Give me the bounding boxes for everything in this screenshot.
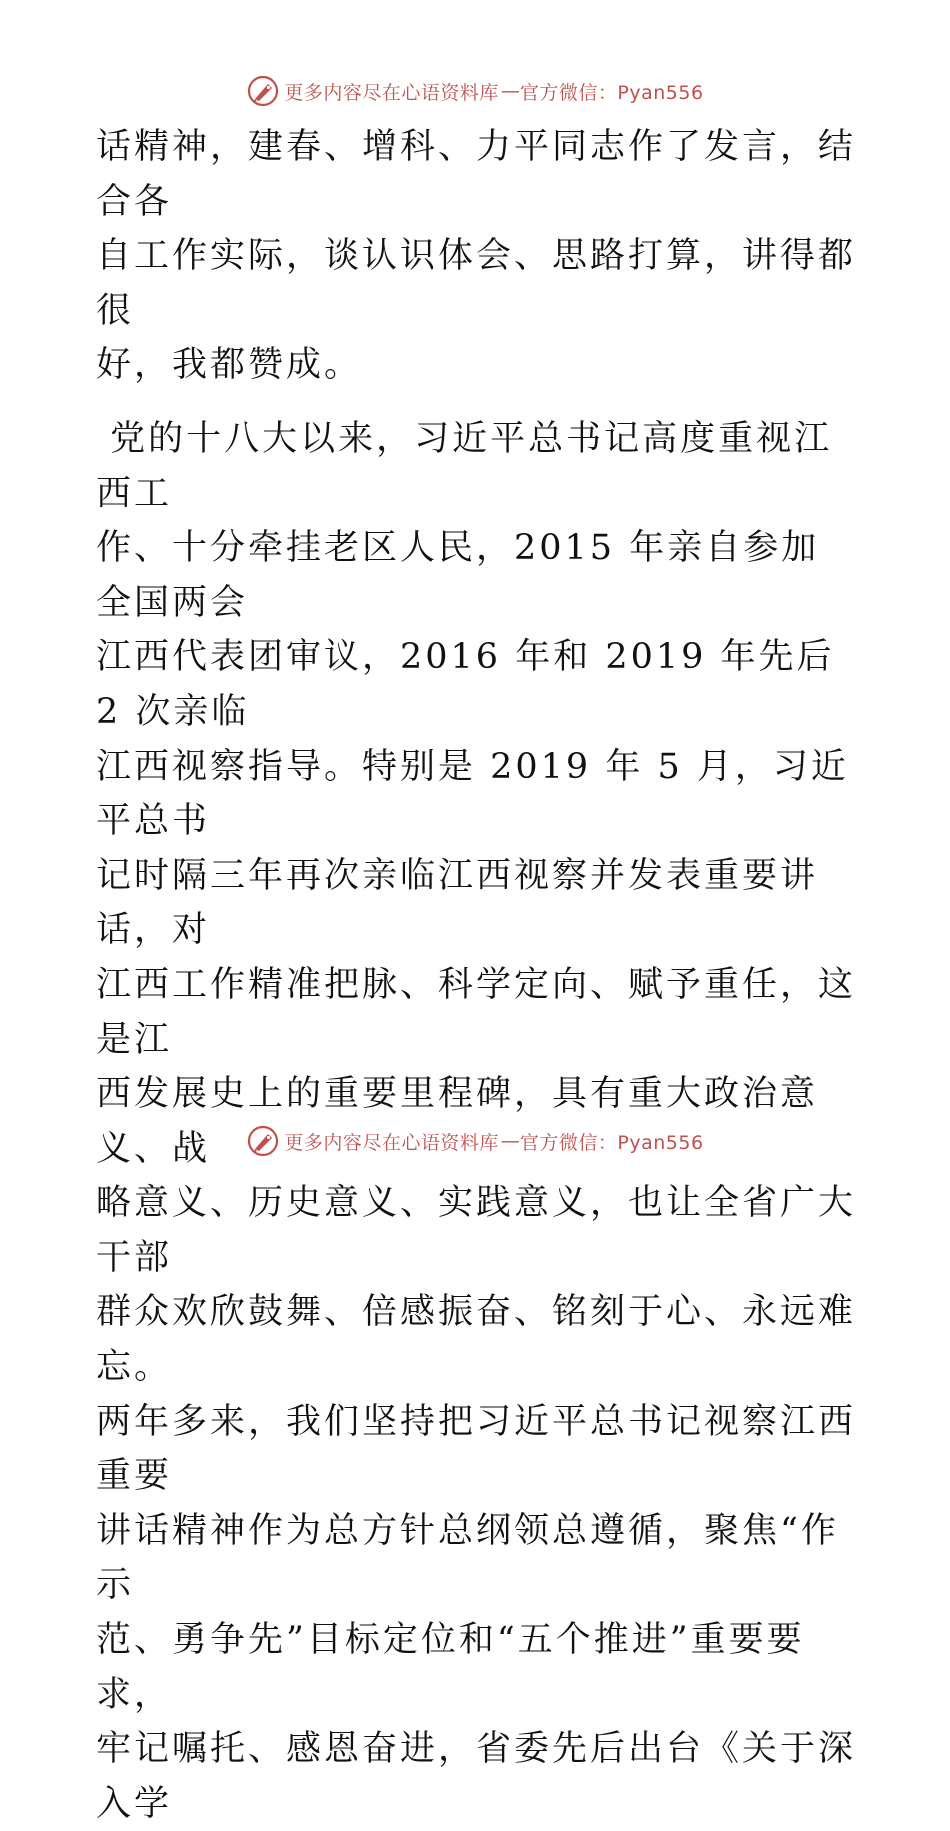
watermark-wechat-text: 官方微信：Pyan556 — [519, 1131, 704, 1154]
pen-nib-logo-icon — [246, 74, 280, 108]
watermark-separator: — — [500, 80, 518, 102]
watermark-separator: — — [500, 1130, 518, 1152]
pen-nib-logo-icon — [246, 1124, 280, 1158]
watermark-wechat-text: 官方微信：Pyan556 — [519, 81, 704, 104]
watermark-main-text: 更多内容尽在心语资料库 — [284, 1131, 499, 1154]
document-body — [96, 120, 856, 1831]
paragraph-2: 党的十八大以来，习近平总书记高度重视江西工 作、十分牵挂老区人民，2015 年亲自参加全国两会 江西代表团审议，2016 年和 2019 年先后 2 次亲临 江西视察指导。特别是 2019 年 5 月，习近平总书 记时隔三年再次亲临江西视察并发表重要讲话，对 江西工作精准把脉、科学定向、赋予重任，这是江 西发展史上的重要里程碑，具有重大政治意义、战 略意义、历史意义、实践意义，也让全省广大干部 群众欢欣鼓舞、倍感振奋、铭刻于心、永远难忘。 两年多来，我们坚持把习近平总书记视察江西重要 讲话精神作为总方针总纲领总遵循，聚焦“作示 范、勇争先”目标定位和“五个推进”重要要求， 牢记嘱托、感恩奋进，省委先后出台《关于深入学 — [96, 418, 857, 1824]
watermark-main-text: 更多内容尽在心语资料库 — [284, 81, 499, 104]
paragraph-1: 话精神，建春、增科、力平同志作了发言，结合各 自工作实际，谈认识体会、思路打算，讲得都很 好，我都赞成。 — [96, 127, 857, 386]
header-watermark — [0, 71, 950, 111]
footer-watermark — [0, 1121, 950, 1161]
